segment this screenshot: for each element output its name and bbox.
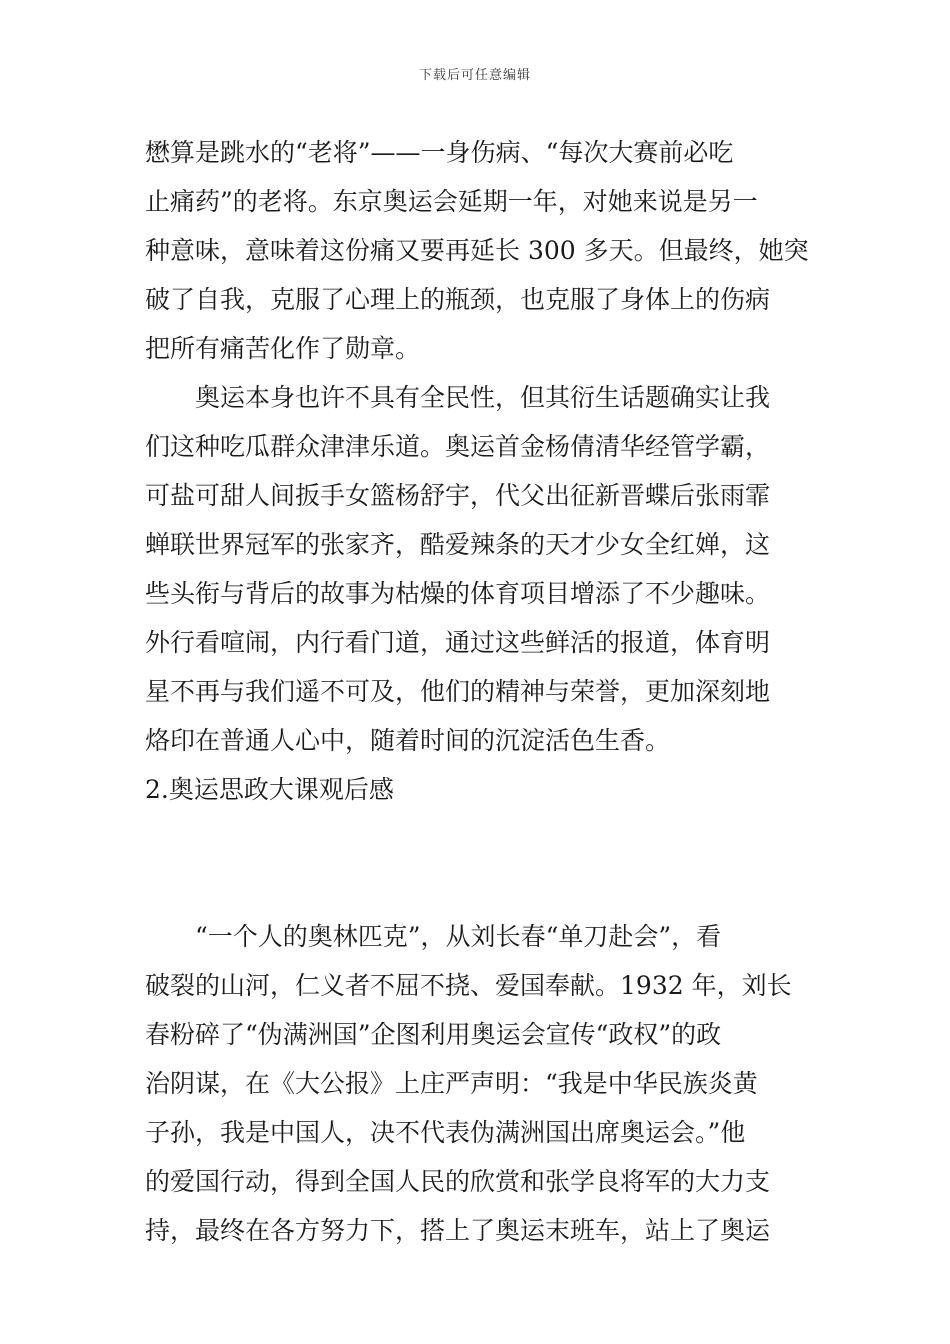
paragraph-line: 止痛药”的老将。东京奥运会延期一年，对她来说是另一	[145, 187, 758, 216]
paragraph-line: “一个人的奥林匹克”，从刘长春“单刀赴会”，看	[195, 922, 722, 951]
paragraph-3	[145, 912, 810, 1255]
paragraph-line: 烙印在普通人心中，随着时间的沉淀活色生香。	[145, 726, 671, 755]
paragraph-line: 春粉碎了“伪满洲国”企图利用奥运会宣传“政权”的政	[145, 1020, 722, 1049]
paragraph-line: 把所有痛苦化作了勋章。	[145, 334, 421, 363]
paragraph-line: 奥运本身也许不具有全民性，但其衍生话题确实让我	[195, 383, 771, 412]
paragraph-line: 外行看喧闹，内行看门道，通过这些鲜活的报道，体育明	[145, 628, 771, 657]
paragraph-line: 懋算是跳水的“老将”——一身伤病、“每次大赛前必吃	[145, 138, 734, 167]
paragraph-line: 蝉联世界冠军的张家齐，酷爱辣条的天才少女全红婵，这	[145, 530, 771, 559]
paragraph-line: 破了自我，克服了心理上的瓶颈，也克服了身体上的伤病	[145, 285, 771, 314]
paragraph-line: 破裂的山河，仁义者不屈不挠、爱国奉献。1932 年，刘长	[145, 971, 792, 1000]
blank-space	[145, 814, 810, 912]
paragraph-line: 星不再与我们遥不可及，他们的精神与荣誉，更加深刻地	[145, 677, 771, 706]
section-heading: 2.奥运思政大课观后感	[145, 775, 394, 804]
paragraph-line: 的爱国行动，得到全国人民的欣赏和张学良将军的大力支	[145, 1167, 771, 1196]
paragraph-line: 种意味，意味着这份痛又要再延长 300 多天。但最终，她突	[145, 236, 809, 265]
paragraph-line: 子孙，我是中国人，决不代表伪满洲国出席奥运会。”他	[145, 1118, 746, 1147]
paragraph-1	[145, 128, 810, 373]
page-header: 下载后可任意编辑	[418, 68, 531, 83]
paragraph-line: 可盐可甜人间扳手女篮杨舒宇，代父出征新晋蝶后张雨霏	[145, 481, 771, 510]
paragraph-line: 持，最终在各方努力下，搭上了奥运末班车，站上了奥运	[145, 1216, 771, 1245]
paragraph-line: 些头衔与背后的故事为枯燥的体育项目增添了不少趣味。	[145, 579, 771, 608]
paragraph-2	[145, 373, 810, 765]
paragraph-line: 治阴谋，在《大公报》上庄严声明：“我是中华民族炎黄	[145, 1069, 758, 1098]
paragraph-line: 们这种吃瓜群众津津乐道。奥运首金杨倩清华经管学霸，	[145, 432, 771, 461]
document-body	[145, 128, 810, 1255]
